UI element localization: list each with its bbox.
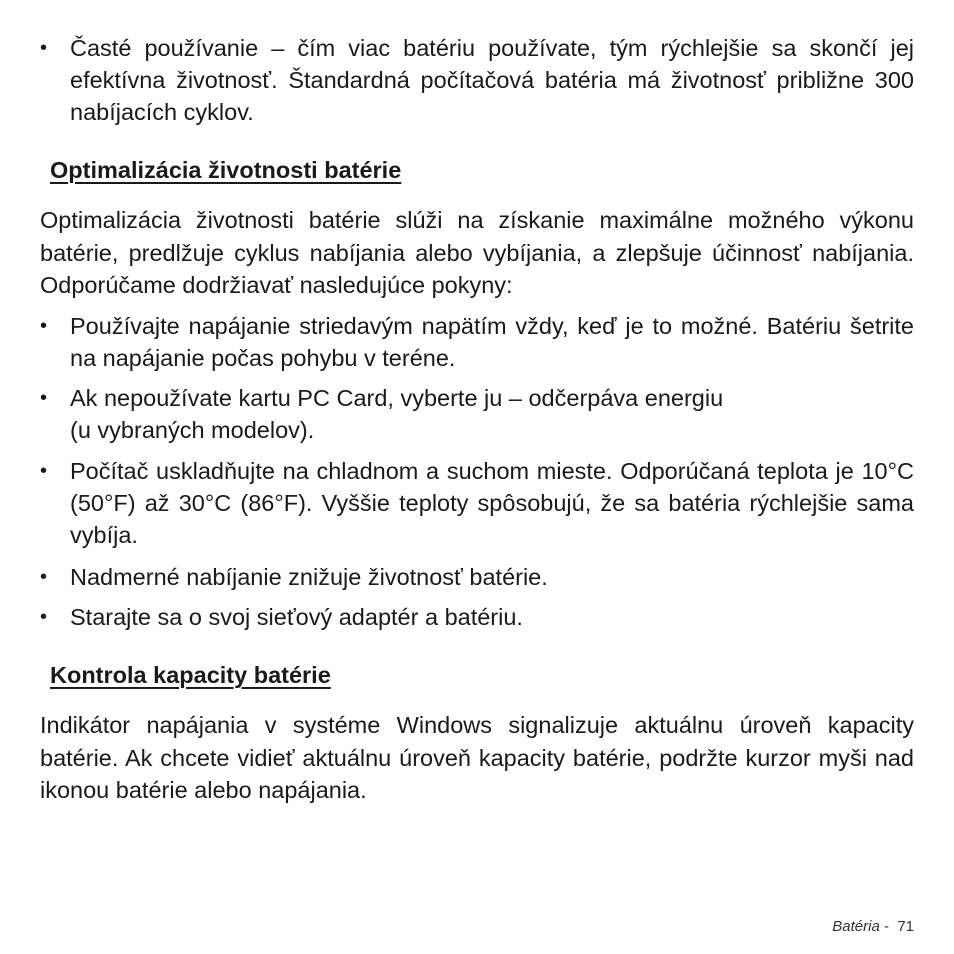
section-heading-optimization: Optimalizácia životnosti batérie bbox=[50, 157, 402, 183]
page-number: 71 bbox=[897, 918, 914, 935]
bullet-text: Časté používanie – čím viac batériu používate, tým rýchlejšie sa skončí jej efektívna životnosť. Štandardná počítačová batéria má životnosť približne 300 nabíjacích cyklov. bbox=[70, 35, 914, 125]
bullet-text: Nadmerné nabíjanie znižuje životnosť batérie. bbox=[70, 564, 548, 590]
footer-separator: - bbox=[879, 918, 898, 935]
bullet-text: Používajte napájanie striedavým napätím vždy, keď je to možné. Batériu šetrite na napájanie počas pohybu v teréne. bbox=[70, 313, 914, 371]
page-footer bbox=[832, 918, 914, 935]
bullet-text: Počítač uskladňujte na chladnom a suchom mieste. Odporúčaná teplota je 10°C (50°F) až 30°C (86°F). Vyššie teploty spôsobujú, že sa batéria rýchlejšie sama vybíja. bbox=[70, 458, 914, 548]
bullet-text-line: (u vybraných modelov). bbox=[70, 417, 315, 443]
section-heading-capacity: Kontrola kapacity batérie bbox=[50, 662, 331, 688]
bullet-text bbox=[70, 382, 914, 446]
bullet-marker: • bbox=[40, 606, 48, 628]
bullet-marker: • bbox=[40, 460, 48, 482]
list-item bbox=[40, 382, 914, 446]
section-paragraph-capacity: Indikátor napájania v systéme Windows signalizuje aktuálnu úroveň kapacity batérie. Ak chcete vidieť aktuálnu úroveň kapacity batérie, podržte kurzor myši nad ikonou batérie alebo napájania. bbox=[40, 712, 914, 803]
list-item bbox=[40, 455, 914, 551]
list-item bbox=[40, 601, 914, 633]
footer-section-title: Batéria bbox=[832, 918, 880, 935]
bullet-text-line: Ak nepoužívate kartu PC Card, vyberte ju – odčerpáva energiu bbox=[70, 385, 724, 411]
bullet-marker: • bbox=[40, 566, 48, 588]
bullet-text: Starajte sa o svoj sieťový adaptér a batériu. bbox=[70, 604, 523, 630]
list-item bbox=[40, 32, 914, 128]
section-paragraph-optimization: Optimalizácia životnosti batérie slúži na získanie maximálne možného výkonu batérie, predlžuje cyklus nabíjania alebo vybíjania, a zlepšuje účinnosť nabíjania. Odporúčame dodržiavať nasledujúce pokyny: bbox=[40, 207, 914, 298]
list-item bbox=[40, 310, 914, 374]
bullet-marker: • bbox=[40, 387, 48, 409]
list-item bbox=[40, 561, 914, 593]
bullet-marker: • bbox=[40, 315, 48, 337]
bullet-marker: • bbox=[40, 37, 48, 59]
